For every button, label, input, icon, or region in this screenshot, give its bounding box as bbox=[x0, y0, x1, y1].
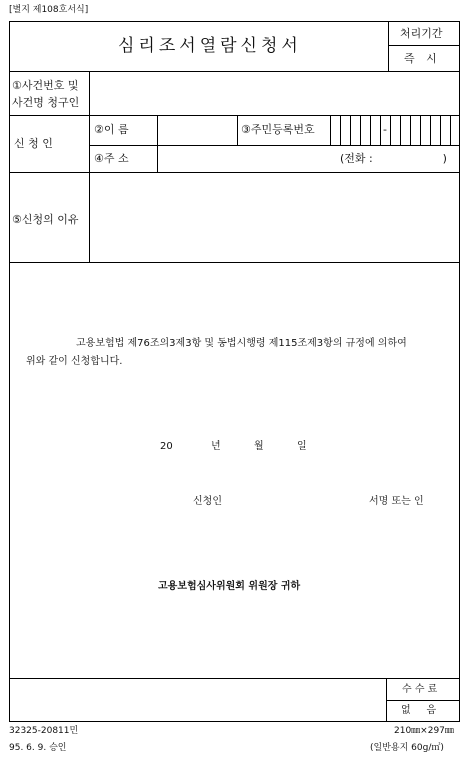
case-label-line1: ①사건번호 및 bbox=[12, 79, 79, 92]
footer-paper: (일반용지 60g/㎡) bbox=[370, 743, 444, 753]
rrn-cell-line bbox=[440, 115, 441, 145]
case-number-field[interactable] bbox=[90, 72, 459, 114]
applicant-label: 신 청 인 bbox=[14, 137, 53, 150]
processing-label: 처리기간 bbox=[400, 27, 443, 40]
form-id: [별지 제108호서식] bbox=[9, 5, 89, 15]
signature-label: 서명 또는 인 bbox=[369, 496, 424, 507]
body-paragraph-line2: 위와 같이 신청합니다. bbox=[26, 356, 123, 367]
rrn-label-line bbox=[237, 115, 238, 145]
rrn-cell-line bbox=[350, 115, 351, 145]
address-label: ④주 소 bbox=[94, 152, 129, 165]
addressee: 고용보험심사위원회 위원장 귀하 bbox=[158, 581, 301, 592]
fee-inner-line bbox=[386, 700, 460, 701]
rrn-cell-line bbox=[450, 115, 451, 145]
footer-code: 32325-20811민 bbox=[9, 726, 79, 736]
fee-value: 없 음 bbox=[401, 705, 437, 716]
row-line bbox=[9, 262, 460, 263]
rrn-cell-line bbox=[410, 115, 411, 145]
fee-label: 수 수 료 bbox=[402, 684, 438, 695]
row-line bbox=[9, 172, 460, 173]
case-label-line2: 사건명 청구인 bbox=[12, 96, 80, 109]
name-label: ②이 름 bbox=[94, 123, 129, 136]
applicant-sign-label: 신청인 bbox=[193, 496, 222, 507]
body-paragraph-line1: 고용보험법 제76조의3제3항 및 동법시행령 제115조제3항의 규정에 의하여 bbox=[76, 338, 407, 349]
reason-field[interactable] bbox=[91, 174, 461, 264]
address-field[interactable] bbox=[158, 146, 338, 171]
footer-approval: 95. 6. 9. 승인 bbox=[9, 743, 67, 753]
rrn-cell-line bbox=[390, 115, 391, 145]
rrn-label: ③주민등록번호 bbox=[241, 123, 315, 136]
rrn-cell-line bbox=[380, 115, 381, 145]
reason-label: ⑤신청의 이유 bbox=[12, 213, 79, 226]
date-year: 20 bbox=[160, 441, 173, 452]
name-field[interactable] bbox=[158, 116, 236, 144]
processing-value: 즉 시 bbox=[404, 52, 441, 65]
title-divider bbox=[388, 21, 389, 71]
rrn-cell-line bbox=[400, 115, 401, 145]
footer-size: 210㎜×297㎜ bbox=[394, 726, 454, 736]
rrn-cell-line bbox=[420, 115, 421, 145]
date-day-suffix: 일 bbox=[297, 441, 307, 452]
rrn-cell-line bbox=[330, 115, 331, 145]
phone-label: (전화 : ) bbox=[340, 152, 447, 165]
rrn-cell-line bbox=[430, 115, 431, 145]
rrn-cell-line bbox=[360, 115, 361, 145]
processing-divider bbox=[388, 45, 460, 46]
rrn-dash: - bbox=[383, 123, 387, 136]
date-month-suffix: 월 bbox=[254, 441, 264, 452]
date-year-suffix: 년 bbox=[211, 441, 221, 452]
rrn-cell-line bbox=[340, 115, 341, 145]
rrn-cell-line bbox=[370, 115, 371, 145]
form-title: 심리조서열람신청서 bbox=[118, 36, 302, 56]
row-line bbox=[9, 678, 460, 679]
